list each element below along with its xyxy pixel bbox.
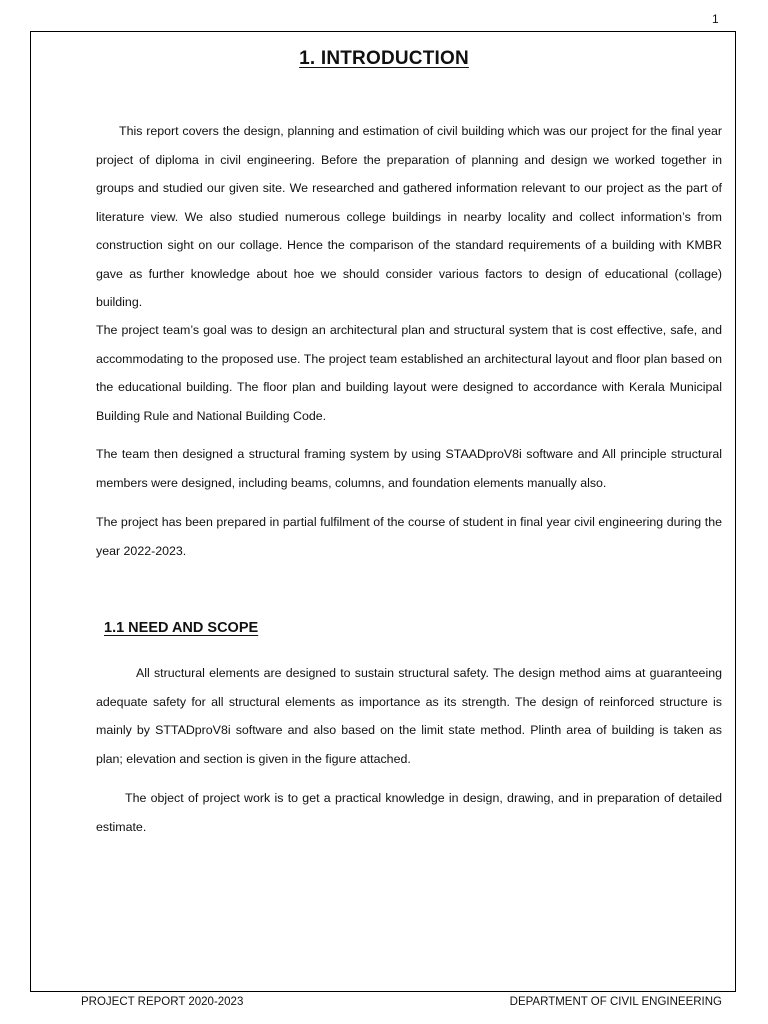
intro-paragraph-1: This report covers the design, planning and estimation of civil building which was our project for the final year project of diploma in civil engineering. Before the preparation of planning and design we worked together in groups and studied our given site. We researched and gathered information relevant to our project as the part of literature view. We also studied numerous college buildings in nearby locality and collect information’s from construction sight on our collage. Hence the comparison of the standard requirements of a building with KMBR gave as further knowledge about hoe we should consider various factors to design of educational (collage) building. [96,124,722,309]
section-heading-need-scope: 1.1 NEED AND SCOPE [104,620,259,636]
page-title: 1. INTRODUCTION [299,48,469,69]
need-scope-paragraph-2: The object of project work is to get a practical knowledge in design, drawing, and in preparation of detailed estimate. [96,791,722,834]
intro-paragraph-4: The project has been prepared in partial fulfilment of the course of student in final year civil engineering during the year 2022-2023. [96,515,722,558]
footer-department: DEPARTMENT OF CIVIL ENGINEERING [509,996,722,1008]
intro-paragraph-3: The team then designed a structural framing system by using STAADproV8i software and All principle structural members were designed, including beams, columns, and foundation elements manually also. [96,447,722,490]
need-scope-paragraph-1: All structural elements are designed to sustain structural safety. The design method aims at guaranteeing adequate safety for all structural elements as importance as its strength. The design of reinforced structure is mainly by STTADproV8i software and also based on the limit state method. Plinth area of building is taken as plan; elevation and section is given in the figure attached. [96,666,722,766]
intro-paragraph-2: The project team’s goal was to design an architectural plan and structural system that is cost effective, safe, and accommodating to the proposed use. The project team established an architectural layout and floor plan based on the educational building. The floor plan and building layout were designed to accordance with Kerala Municipal Building Rule and National Building Code. [96,323,722,423]
page-number: 1 [712,12,719,26]
footer-project-report: PROJECT REPORT 2020-2023 [81,996,244,1008]
